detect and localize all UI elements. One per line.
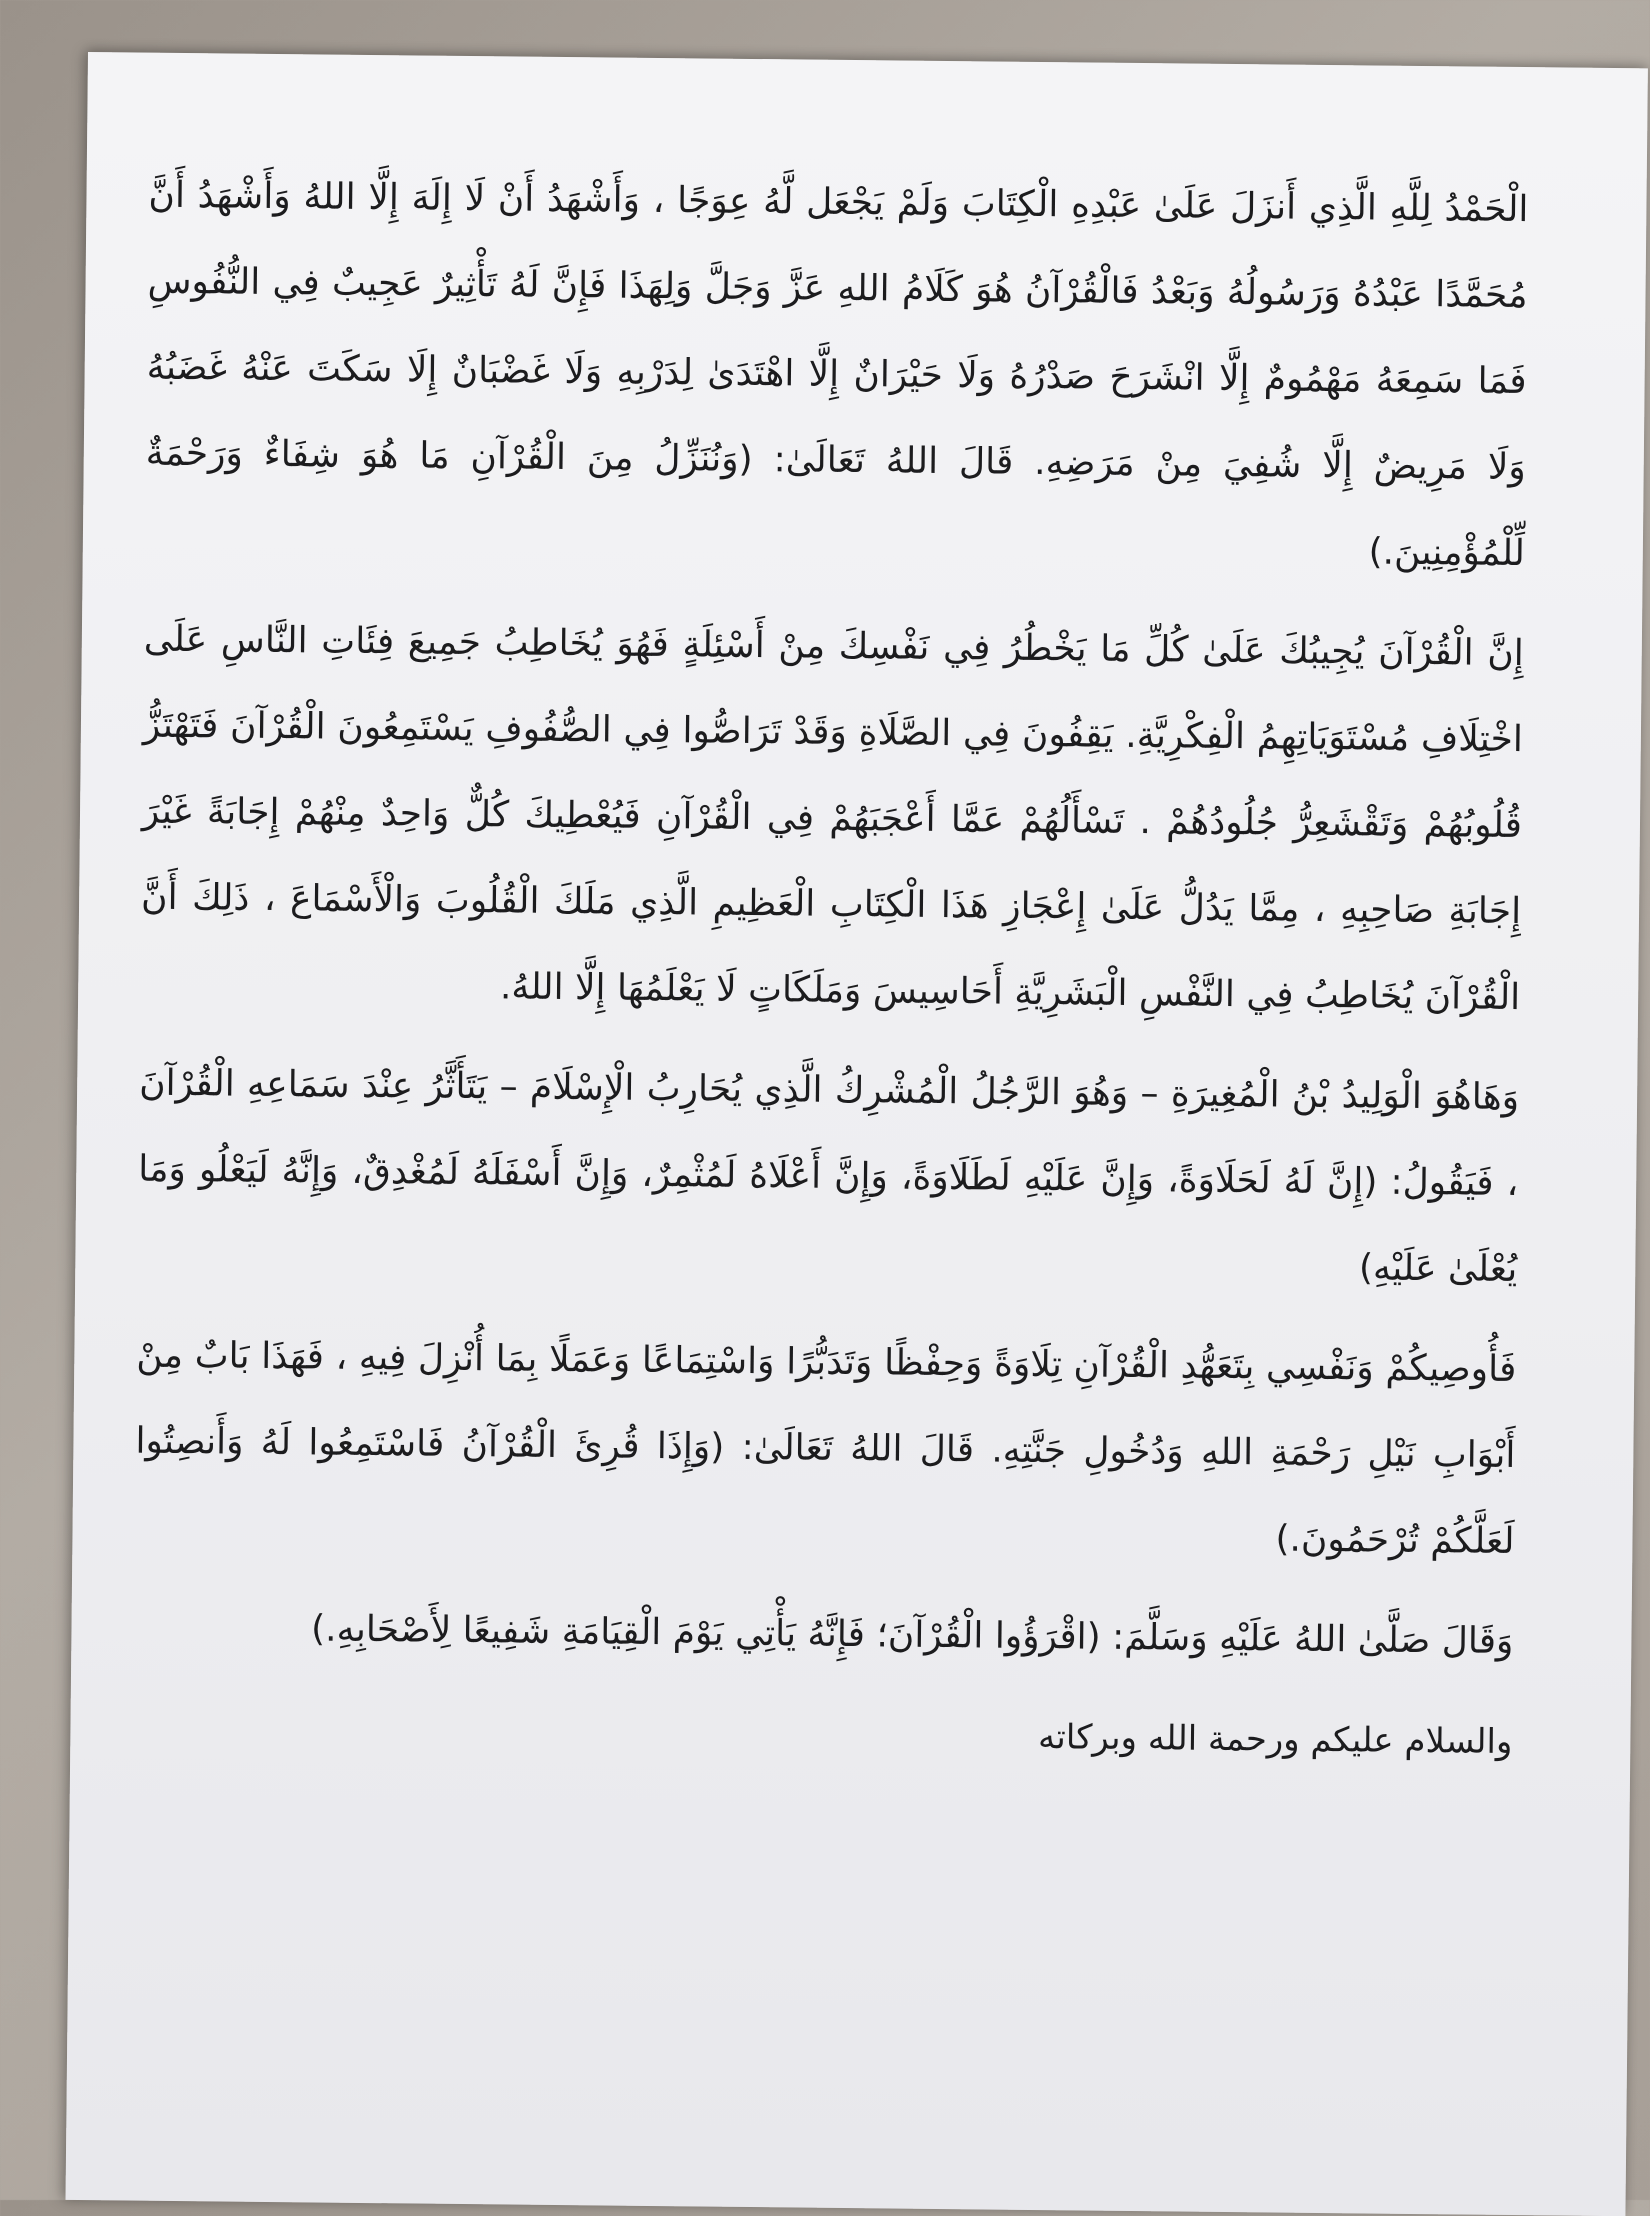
- closing-greeting: والسلام عليكم ورحمة الله وبركاته: [1037, 1717, 1513, 1763]
- paragraph-2: إِنَّ الْقُرْآنَ يُجِيبُكَ عَلَىٰ كُلِّ مَا يَخْطُرُ فِي نَفْسِكَ مِنْ أَسْئِلَةٍ فَهُوَ يُخَاطِبُ جَمِيعَ فِئَاتِ النَّاسِ عَلَى اخْتِلَافِ مُسْتَوَيَاتِهِمُ الْفِكْرِيَّةِ. يَقِفُونَ فِي الصَّلَاةِ وَقَدْ تَرَاصُّوا فِي الصُّفُوفِ يَسْتَمِعُونَ الْقُرْآنَ فَتَهْتَزُّ قُلُوبُهُمْ وَتَقْشَعِرُّ جُلُودُهُمْ . تَسْأَلُهُمْ عَمَّا أَعْجَبَهُمْ فِي الْقُرْآنِ فَيُعْطِيكَ كُلٌّ وَاحِدٌ مِنْهُمْ إِجَابَةً غَيْرَ إِجَابَةِ صَاحِبِهِ ، مِمَّا يَدُلُّ عَلَىٰ إِعْجَازِ هَذَا الْكِتَابِ الْعَظِيمِ الَّذِي مَلَكَ الْقُلُوبَ وَالْأَسْمَاعَ ، ذَلِكَ أَنَّ الْقُرْآنَ يُخَاطِبُ فِي النَّفْسِ الْبَشَرِيَّةِ أَحَاسِيسَ وَمَلَكَاتٍ لَا يَعْلَمُهَا إِلَّا اللهُ.: [140, 618, 1524, 1019]
- paragraph-4: فَأُوصِيكُمْ وَنَفْسِي بِتَعَهُّدِ الْقُرْآنِ تِلَاوَةً وَحِفْظًا وَتَدَبُّرًا وَاسْتِمَاعًا وَعَمَلًا بِمَا أُنْزِلَ فِيهِ ، فَهَذَا بَابٌ مِنْ أَبْوَابِ نَيْلِ رَحْمَةِ اللهِ وَدُخُولِ جَنَّتِهِ. قَالَ اللهُ تَعَالَىٰ: (وَإِذَا قُرِئَ الْقُرْآنُ فَاسْتَمِعُوا لَهُ وَأَنصِتُوا لَعَلَّكُمْ تُرْحَمُونَ.): [135, 1334, 1517, 1563]
- document-body: [132, 153, 1529, 1799]
- paragraph-1: الْحَمْدُ لِلَّهِ الَّذِي أَنزَلَ عَلَىٰ عَبْدِهِ الْكِتَابَ وَلَمْ يَجْعَل لَّهُ عِوَجًا ، وَأَشْهَدُ أَنْ لَا إِلَهَ إِلَّا اللهُ وَأَشْهَدُ أَنَّ مُحَمَّدًا عَبْدُهُ وَرَسُولُهُ وَبَعْدُ فَالْقُرْآنُ هُوَ كَلَامُ اللهِ عَزَّ وَجَلَّ وَلِهَذَا فَإِنَّ لَهُ تَأْثِيرٌ عَجِيبٌ فِي النُّفُوسِ فَمَا سَمِعَهُ مَهْمُومٌ إِلَّا انْشَرَحَ صَدْرُهُ وَلَا حَيْرَانٌ إِلَّا اهْتَدَىٰ لِدَرْبِهِ وَلَا غَضْبَانٌ إِلَا سَكَتَ عَنْهُ غَضَبُهُ وَلَا مَرِيضٌ إِلَّا شُفِيَ مِنْ مَرَضِهِ. قَالَ اللهُ تَعَالَىٰ: (وَنُنَزِّلُ مِنَ الْقُرْآنِ مَا هُوَ شِفَاءٌ وَرَحْمَةٌ لِّلْمُؤْمِنِينَ.): [145, 174, 1529, 575]
- paragraph-5: وَقَالَ صَلَّىٰ اللهُ عَلَيْهِ وَسَلَّمَ: (اقْرَؤُوا الْقُرْآنَ؛ فَإِنَّهُ يَأْتِي يَوْمَ الْقِيَامَةِ شَفِيعًا لِأَصْحَابِهِ.): [310, 1608, 1514, 1663]
- paper-sheet: [66, 52, 1648, 2216]
- paragraph-3: وَهَاهُوَ الْوَلِيدُ بْنُ الْمُغِيرَةِ – وَهُوَ الرَّجُلُ الْمُشْرِكُ الَّذِي يُحَارِبُ الْإِسْلَامَ – يَتَأَثَّرُ عِنْدَ سَمَاعِهِ الْقُرْآنَ ، فَيَقُولُ: (إِنَّ لَهُ لَحَلَاوَةً، وَإِنَّ عَلَيْهِ لَطَلَاوَةً، وَإِنَّ أَعْلَاهُ لَمُثْمِرٌ، وَإِنَّ أَسْفَلَهُ لَمُغْدِقٌ، وَإِنَّهُ لَيَعْلُو وَمَا يُعْلَىٰ عَلَيْهِ): [138, 1062, 1520, 1291]
